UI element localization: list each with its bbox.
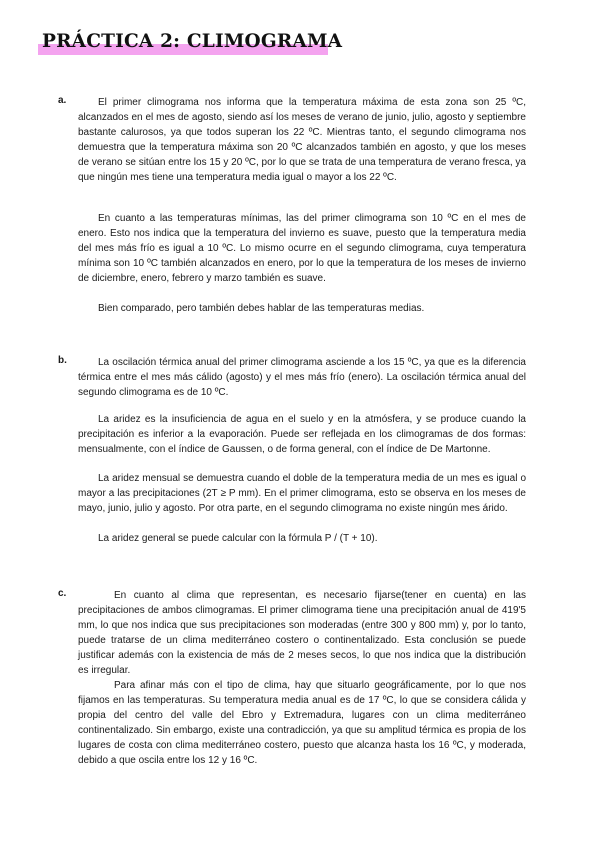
section-b-paragraph-3: La aridez mensual se demuestra cuando el doble de la temperatura media de un mes es igual o mayor a las precipitaciones (2T ≥ P mm). En el primer climograma, esto se observa en los meses de mayo, junio, julio y agosto. Por otra parte, en el segundo climograma no existe ningún mes árido.: [78, 473, 526, 514]
section-label-a: a.: [58, 95, 67, 106]
teacher-comment: Bien comparado, pero también debes hablar de las temperaturas medias.: [98, 303, 425, 314]
title-block: [42, 31, 342, 52]
section-a-paragraph-1: El primer climograma nos informa que la temperatura máxima de esta zona son 25 ºC, alcanzados en el mes de agosto, siendo así los meses de verano de junio, julio, agosto y septiembre bastante calurosos, ya que todos superan los 22 ºC. Mientras tanto, el segundo climograma nos demuestra que la temperatura máxima son 20 ºC alcanzados también en agosto, y que los meses de verano se sitúan entre los 15 y 20 ºC, por lo que se trata de una temperatura de verano fresca, ya que ningún mes tiene una temperatura media igual o mayor a los 22 ºC.: [78, 97, 526, 183]
section-b-paragraph-1: La oscilación térmica anual del primer climograma asciende a los 15 ºC, ya que es la diferencia térmica entre el mes más cálido (agosto) y el mes más frío (enero). La oscilación térmica anual del segundo climograma es de 10 ºC.: [78, 357, 526, 398]
section-label-b: b.: [58, 355, 67, 366]
section-c-paragraph-1: En cuanto al clima que representan, es necesario fijarse(tener en cuenta) en las precipitaciones de ambos climogramas. El primer climograma tiene una precipitación anual de 419'5 mm, lo que nos indica que sus precipitaciones son moderadas (entre 300 y 800 mm) y, por lo tanto, puede tratarse de un clima mediterráneo costero o continentalizado. Esta conclusión se puede justificar además con la existencia de más de 2 meses secos, lo que nos indica que la distribución es irregular.: [78, 590, 526, 676]
section-b-paragraph-2: La aridez es la insuficiencia de agua en el suelo y en la atmósfera, y se produce cuando la precipitación es inferior a la evaporación. Puede ser reflejada en los climogramas de dos formas: mensualmente, con el índice de Gaussen, o de forma general, con el índice de De Martonne.: [78, 414, 526, 455]
section-a-paragraph-2: En cuanto a las temperaturas mínimas, las del primer climograma son 10 ºC en el mes de enero. Esto nos indica que la temperatura del invierno es suave, puesto que la temperatura media del mes más frío es igual a 10 ºC. Lo mismo ocurre en el segundo climograma, cuya temperatura mínima son 10 ºC también alcanzados en enero, por lo que la temperatura de los meses de invierno de diciembre, enero, febrero y marzo también es suave.: [78, 213, 526, 284]
page-title: PRÁCTICA 2: CLIMOGRAMA: [42, 31, 343, 52]
section-label-c: c.: [58, 588, 67, 599]
section-c-paragraph-2: Para afinar más con el tipo de clima, hay que situarlo geográficamente, por lo que nos fijamos en las temperaturas. Su temperatura media anual es de 17 ºC, lo que se considera cálida y propia del centro del valle del Ebro y Extremadura, lugares con un clima mediterráneo continentalizado. Sin embargo, existe una contradicción, ya que su amplitud térmica es propia de los lugares de costa con clima mediterráneo costero, puesto que alcanza hasta los 16 ºC, y moderada, debido a que oscila entre los 12 y 16 ºC.: [78, 680, 526, 766]
section-b-paragraph-4: La aridez general se puede calcular con la fórmula P / (T + 10).: [98, 533, 378, 544]
